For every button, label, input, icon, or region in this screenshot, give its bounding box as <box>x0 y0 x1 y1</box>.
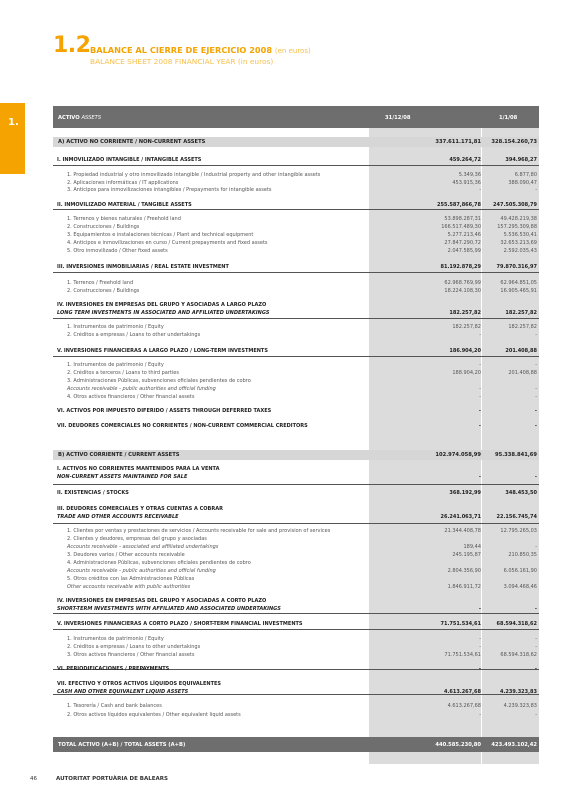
table-row <box>53 172 539 180</box>
rule <box>53 523 539 524</box>
row-value-2007: - <box>535 544 537 550</box>
row-value-2007: 2.592.035,43 <box>503 248 537 254</box>
row-value-2008: 186.904,20 <box>449 348 481 354</box>
row-value-2007: - <box>535 636 537 642</box>
row-label: I. ACTIVOS NO CORRIENTES MANTENIDOS PARA LA VENTA <box>57 466 220 472</box>
section-number: 1.2 <box>53 33 91 58</box>
row-label: Other accounts receivable with public authorities <box>67 584 191 590</box>
table-header <box>53 106 539 128</box>
footer-org: AUTORITAT PORTUÀRIA DE BALEARS <box>56 776 168 782</box>
row-value-2008: - <box>479 362 481 368</box>
row-label: V. INVERSIONES FINANCIERAS A LARGO PLAZO / LONG-TERM INVESTMENTS <box>57 348 268 354</box>
row-value-2007: 16.905.465,91 <box>500 288 537 294</box>
table-row <box>53 560 539 568</box>
table-row <box>53 636 539 644</box>
row-value-2008: 5.277.213,46 <box>447 232 481 238</box>
page-number: 46 <box>30 776 37 782</box>
header-col-2007: 1/1/08 <box>499 115 518 121</box>
table-row <box>53 288 539 296</box>
row-value-2008: - <box>478 606 481 612</box>
table-row <box>53 324 539 332</box>
table-row <box>53 666 539 674</box>
table-row <box>53 644 539 652</box>
row-label: V. INVERSIONES FINANCIERAS A CORTO PLAZO / SHORT-TERM FINANCIAL INVESTMENTS <box>57 621 303 627</box>
row-label: 1. Tesorería / Cash and bank balances <box>67 703 162 709</box>
row-label: 1. Clientes por ventas y prestaciones de servicios / Accounts receivable for sale and provision of services <box>67 528 331 534</box>
row-value-2007: 4.239.323,83 <box>499 689 537 695</box>
row-value-2008: 27.847.290,72 <box>444 240 481 246</box>
row-value-2008: 4.613.267,68 <box>447 703 481 709</box>
table-row <box>53 240 539 248</box>
table-row <box>53 332 539 340</box>
row-value-2007: 22.156.745,74 <box>496 514 537 520</box>
row-value-2008: 459.264,72 <box>449 157 481 163</box>
row-value-2007: 32.653.213,69 <box>500 240 537 246</box>
row-value-2007: 12.795.265,03 <box>500 528 537 534</box>
row-label: CASH AND OTHER EQUIVALENT LIQUID ASSETS <box>57 689 189 695</box>
total-b-label: B) ACTIVO CORRIENTE / CURRENT ASSETS <box>58 452 180 458</box>
total-a-label: A) ACTIVO NO CORRIENTE / NON-CURRENT ASSETS <box>58 139 206 145</box>
row-value-2008: 4.613.267,68 <box>443 689 481 695</box>
table-row <box>53 652 539 660</box>
row-label: VI. ACTIVOS POR IMPUESTO DIFERIDO / ASSETS THROUGH DEFERRED TAXES <box>57 408 272 414</box>
table-row <box>53 264 539 272</box>
row-value-2008: 188.904,20 <box>452 370 481 376</box>
row-label: 3. Otros activos financieros / Other financial assets <box>67 652 195 658</box>
row-label: 2. Aplicaciones informáticas / IT applications <box>67 180 179 186</box>
header-label-en: ASSETS <box>81 115 102 121</box>
table-row <box>53 621 539 629</box>
row-value-2007: 201.408,88 <box>508 370 537 376</box>
row-value-2007: - <box>534 474 537 480</box>
row-value-2008: 182.257,82 <box>452 324 481 330</box>
row-label: II. INMOVILIZADO MATERIAL / TANGIBLE ASSETS <box>57 202 192 208</box>
table-row <box>53 506 539 514</box>
row-label: VI. PERIODIFICACIONES / PREPAYMENTS <box>57 666 170 672</box>
row-value-2008: - <box>479 644 481 650</box>
table-row <box>53 386 539 394</box>
row-value-2008: - <box>479 386 481 392</box>
row-value-2008: - <box>479 712 481 718</box>
row-label: 1. Instrumentos de patrimonio / Equity <box>67 324 164 330</box>
rule <box>53 272 539 273</box>
rule <box>53 629 539 630</box>
row-value-2007: 79.870.316,97 <box>496 264 537 270</box>
row-label: 2. Créditos a terceros / Loans to third parties <box>67 370 179 376</box>
row-value-2007: - <box>535 394 537 400</box>
row-value-2007: - <box>534 408 537 414</box>
table-row <box>53 490 539 498</box>
row-value-2008: 81.192.878,29 <box>440 264 481 270</box>
row-value-2007: 182.257,82 <box>508 324 537 330</box>
row-label: 3. Equipamientos e instalaciones técnicas / Plant and technical equipment <box>67 232 254 238</box>
table-row <box>53 302 539 310</box>
table-row <box>53 394 539 402</box>
row-value-2007: - <box>534 423 537 429</box>
row-label: 1. Instrumentos de patrimonio / Equity <box>67 362 164 368</box>
row-label: 5. Otros créditos con las Administraciones Públicas <box>67 576 195 582</box>
row-label: IV. INVERSIONES EN EMPRESAS DEL GRUPO Y ASOCIADAS A LARGO PLAZO <box>57 302 267 308</box>
row-value-2008: 453.915,36 <box>452 180 481 186</box>
row-label: 2. Otros activos líquidos equivalentes / Other equivalent liquid assets <box>67 712 241 718</box>
row-label: 3. Anticipos para inmovilizaciones intangibles / Prepayments for intangible assets <box>67 187 272 193</box>
row-value-2007: 68.594.318,62 <box>500 652 537 658</box>
table-row <box>53 224 539 232</box>
row-value-2008: - <box>479 636 481 642</box>
total-non-current-assets <box>53 137 539 147</box>
row-value-2007: 247.505.308,79 <box>493 202 537 208</box>
row-value-2007: 6.056.161,90 <box>503 568 537 574</box>
row-label: 2. Clientes y deudores, empresas del grupo y asociadas <box>67 536 207 542</box>
grand-total-v2: 423.493.102,42 <box>491 742 537 748</box>
table-row <box>53 576 539 584</box>
row-value-2007: - <box>534 666 537 672</box>
row-value-2008: 2.804.356,90 <box>447 568 481 574</box>
header-col-2008: 31/12/08 <box>385 115 411 121</box>
row-value-2008: - <box>479 187 481 193</box>
rule <box>53 318 539 319</box>
table-row <box>53 598 539 606</box>
table-row <box>53 157 539 165</box>
table-row <box>53 552 539 560</box>
row-value-2008: 1.846.911,72 <box>447 584 481 590</box>
row-label: 1. Terrenos / Freehold land <box>67 280 134 286</box>
row-value-2008: 245.195,87 <box>452 552 481 558</box>
row-label: 1. Instrumentos de patrimonio / Equity <box>67 636 164 642</box>
table-row <box>53 310 539 318</box>
total-a-v2: 328.154.260,73 <box>491 139 537 145</box>
row-value-2008: 166.517.489,30 <box>441 224 481 230</box>
table-row <box>53 681 539 689</box>
row-value-2007: 348.453,50 <box>505 490 537 496</box>
row-label: 1. Propiedad industrial y otro inmovilizado intangible / Industrial property and other intangible assets <box>67 172 321 178</box>
table-row <box>53 536 539 544</box>
row-label: LONG TERM INVESTMENTS IN ASSOCIATED AND AFFILIATED UNDERTAKINGS <box>57 310 270 316</box>
total-b-v2: 95.338.841,69 <box>494 452 537 458</box>
row-label: SHORT-TERM INVESTMENTS WITH AFFILIATED AND ASSOCIATED UNDERTAKINGS <box>57 606 281 612</box>
rule <box>53 165 539 166</box>
table-row <box>53 474 539 482</box>
row-value-2007: - <box>535 187 537 193</box>
header-label <box>58 115 101 121</box>
table-row <box>53 280 539 288</box>
row-label: 3. Administraciones Públicas, subvenciones oficiales pendientes de cobro <box>67 378 251 384</box>
table-row <box>53 584 539 592</box>
row-value-2008: 2.047.585,99 <box>447 248 481 254</box>
row-value-2008: - <box>478 408 481 414</box>
rule <box>53 356 539 357</box>
row-value-2008: 26.241.063,71 <box>440 514 481 520</box>
page-title-text: BALANCE AL CIERRE DE EJERCICIO 2008 <box>90 45 273 55</box>
page-title <box>90 45 311 55</box>
row-value-2007: 4.239.323,83 <box>503 703 537 709</box>
row-label: I. INMOVILIZADO INTANGIBLE / INTANGIBLE ASSETS <box>57 157 202 163</box>
page-title-note: (en euros) <box>274 47 311 55</box>
row-label: II. EXISTENCIAS / STOCKS <box>57 490 129 496</box>
row-label: 2. Créditos a empresas / Loans to other undertakings <box>67 644 201 650</box>
page-subtitle: BALANCE SHEET 2008 FINANCIAL YEAR (in euros) <box>90 57 274 66</box>
row-label: 5. Otro inmovilizado / Other fixed assets <box>67 248 168 254</box>
grand-total-label: TOTAL ACTIVO (A+B) / TOTAL ASSETS (A+B) <box>58 742 186 748</box>
table-row <box>53 202 539 210</box>
row-value-2008: - <box>478 666 481 672</box>
row-value-2007: 182.257,82 <box>505 310 537 316</box>
chapter-tab <box>0 103 25 174</box>
row-value-2008: 189,44 <box>463 544 481 550</box>
row-label: IV. INVERSIONES EN EMPRESAS DEL GRUPO Y ASOCIADAS A CORTO PLAZO <box>57 598 267 604</box>
row-label: Accounts receivable - associated and affiliated undertakings <box>67 544 219 550</box>
table-row <box>53 606 539 614</box>
row-label: VII. DEUDORES COMERCIALES NO CORRIENTES / NON-CURRENT COMMERCIAL CREDITORS <box>57 423 308 429</box>
row-label: 2. Construcciones / Buildings <box>67 224 140 230</box>
table-row <box>53 216 539 224</box>
row-label: VII. EFECTIVO Y OTROS ACTIVOS LÍQUIDOS EQUIVALENTES <box>57 681 221 687</box>
row-value-2007: - <box>535 362 537 368</box>
row-label: 2. Construcciones / Buildings <box>67 288 140 294</box>
row-value-2008: - <box>479 394 481 400</box>
total-current-assets <box>53 450 539 460</box>
row-label: 2. Créditos a empresas / Loans to other undertakings <box>67 332 201 338</box>
grand-total <box>53 737 539 752</box>
table-row <box>53 703 539 711</box>
chapter-number: 1. <box>8 117 19 128</box>
row-value-2008: 255.587,866,78 <box>437 202 481 208</box>
table-row <box>53 362 539 370</box>
table-row <box>53 544 539 552</box>
row-value-2007: - <box>535 332 537 338</box>
row-value-2007: 68.594.318,62 <box>496 621 537 627</box>
row-label: III. DEUDORES COMERCIALES Y OTRAS CUENTAS A COBRAR <box>57 506 223 512</box>
table-row <box>53 232 539 240</box>
row-value-2007: - <box>535 644 537 650</box>
row-value-2007: 49.428.219,38 <box>500 216 537 222</box>
table-row <box>53 248 539 256</box>
row-value-2007: 394.968,27 <box>505 157 537 163</box>
row-value-2008: 53.898.287,31 <box>444 216 481 222</box>
row-value-2008: 368.192,99 <box>449 490 481 496</box>
row-label: 3. Deudores varios / Other accounts receivable <box>67 552 185 558</box>
total-a-v1: 337.611.171,81 <box>435 139 481 145</box>
row-label: TRADE AND OTHER ACCOUNTS RECEIVABLE <box>57 514 179 520</box>
row-value-2007: 201.408,88 <box>505 348 537 354</box>
row-value-2008: - <box>478 423 481 429</box>
row-value-2007: 6.877,80 <box>514 172 537 178</box>
table-row <box>53 408 539 416</box>
table-row <box>53 689 539 697</box>
table-row <box>53 568 539 576</box>
table-row <box>53 423 539 431</box>
row-label: 4. Otros activos financieros / Other financial assets <box>67 394 195 400</box>
row-value-2007: - <box>534 606 537 612</box>
grand-total-v1: 440.585.230,80 <box>435 742 481 748</box>
table-row <box>53 514 539 522</box>
row-label: NON-CURRENT ASSETS MAINTAINED FOR SALE <box>57 474 188 480</box>
row-value-2008: 5.349,36 <box>458 172 481 178</box>
row-label: 4. Administraciones Públicas, subvenciones oficiales pendientes de cobro <box>67 560 251 566</box>
rule <box>53 484 539 485</box>
table-row <box>53 348 539 356</box>
table-row <box>53 466 539 474</box>
row-value-2007: 388.090,47 <box>508 180 537 186</box>
table-row <box>53 187 539 195</box>
row-label: Accounts receivable - public authorities and official funding <box>67 386 216 392</box>
table-row <box>53 370 539 378</box>
row-value-2008: - <box>478 474 481 480</box>
table-row <box>53 712 539 720</box>
row-value-2008: 71.751.534,61 <box>440 621 481 627</box>
row-value-2008: 62.968.769,99 <box>444 280 481 286</box>
row-value-2008: 18.224.108,30 <box>444 288 481 294</box>
row-value-2007: 3.094.468,46 <box>503 584 537 590</box>
row-value-2007: 5.536.530,41 <box>503 232 537 238</box>
table-row <box>53 528 539 536</box>
row-label: Accounts receivable - public authorities and official funding <box>67 568 216 574</box>
row-value-2007: - <box>535 386 537 392</box>
row-value-2007: 62.964.851,05 <box>500 280 537 286</box>
row-value-2008: 21.344.408,78 <box>444 528 481 534</box>
row-value-2007: 210.850,35 <box>508 552 537 558</box>
header-label-es: ACTIVO <box>58 115 80 121</box>
row-label: 4. Anticipos e inmovilizaciones en curso / Current prepayments and fixed assets <box>67 240 268 246</box>
row-value-2008: 71.751.534,61 <box>444 652 481 658</box>
total-b-v1: 102.974.058,99 <box>435 452 481 458</box>
row-value-2008: - <box>479 332 481 338</box>
row-value-2007: 157.295.309,88 <box>497 224 537 230</box>
row-label: III. INVERSIONES INMOBILIARIAS / REAL ESTATE INVESTMENT <box>57 264 229 270</box>
row-label: 1. Terrenos y bienes naturales / Freehold land <box>67 216 181 222</box>
row-value-2008: 182.257,82 <box>449 310 481 316</box>
table-row <box>53 378 539 386</box>
row-value-2007: - <box>535 712 537 718</box>
